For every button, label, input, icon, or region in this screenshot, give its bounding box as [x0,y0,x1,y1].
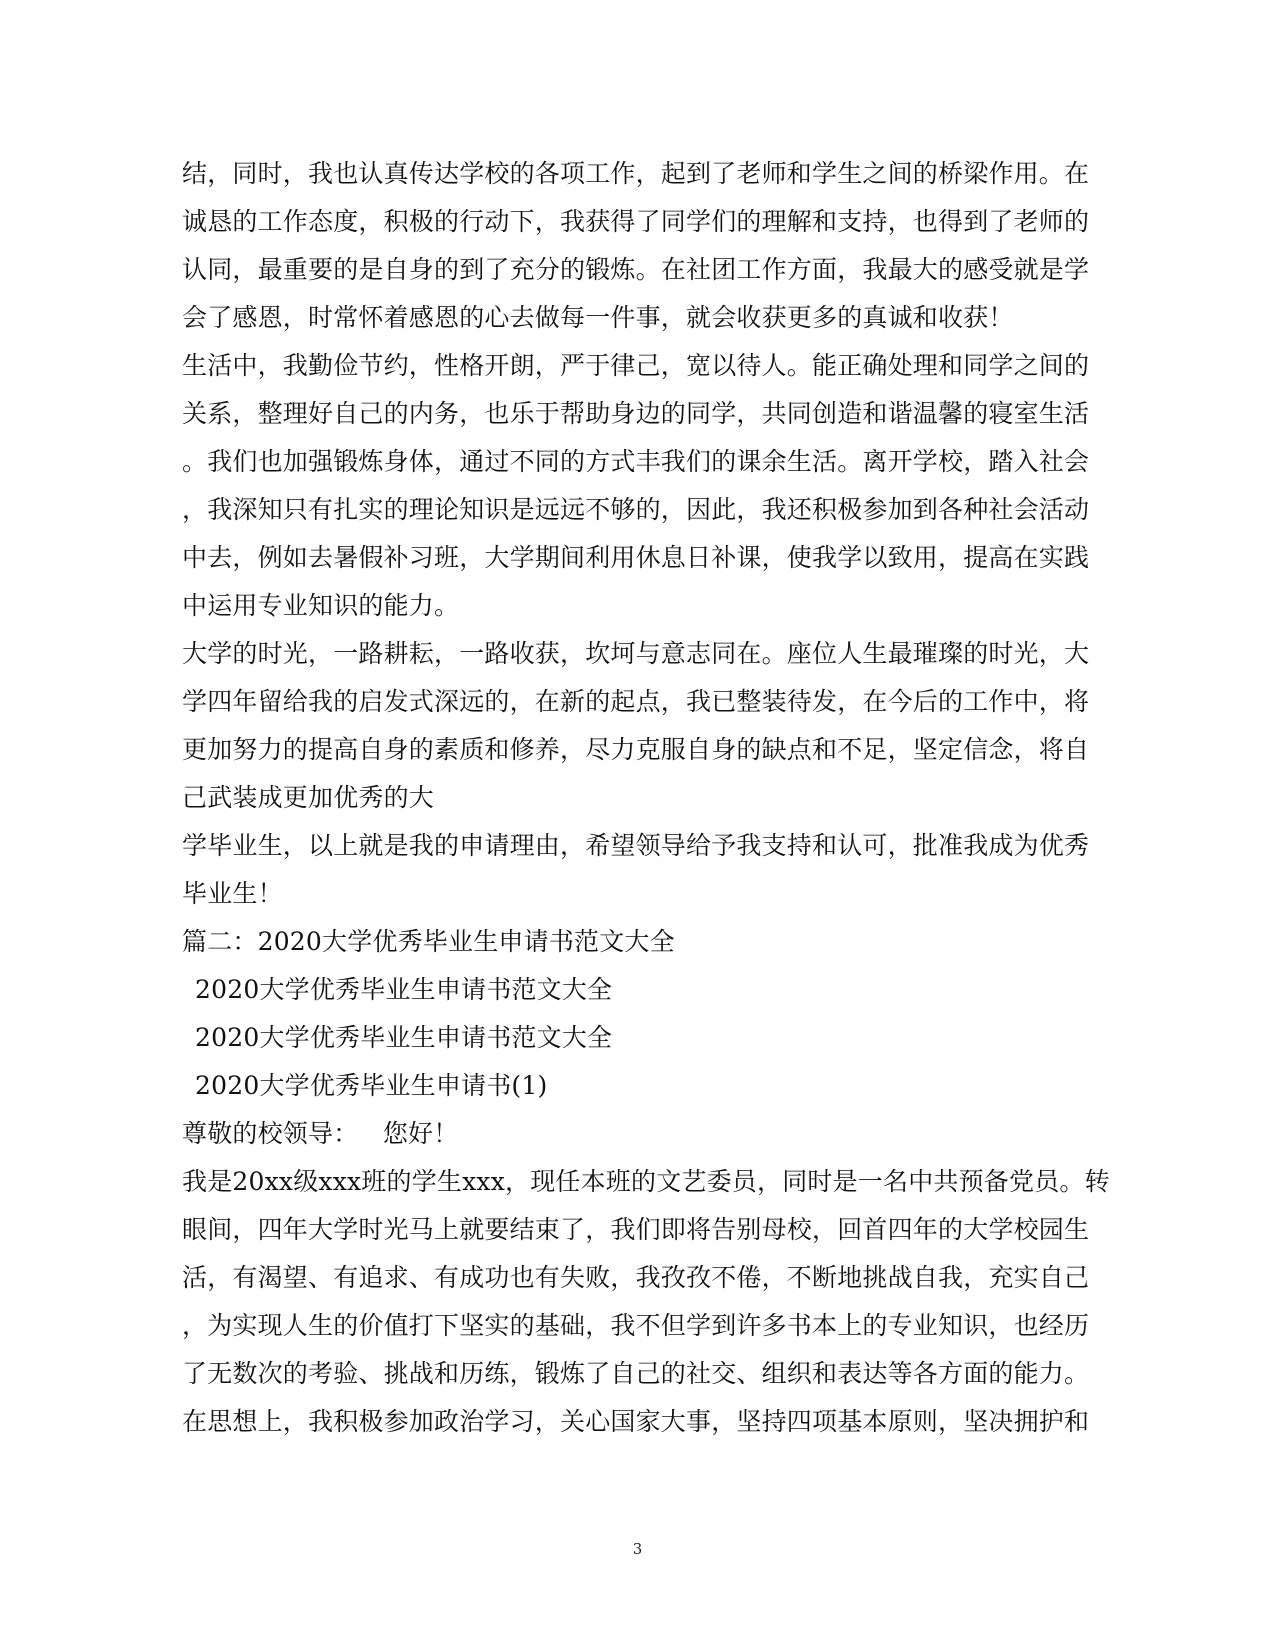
text-line: 学毕业生，以上就是我的申请理由，希望领导给予我支持和认可，批准我成为优秀 [182,831,1090,860]
section-title: 2020大学优秀毕业生申请书范文大全 [195,1023,613,1052]
text-line: 活，有渴望、有追求、有成功也有失败，我孜孜不倦，不断地挑战自我，充实自己 [182,1263,1090,1292]
text-line: 。我们也加强锻炼身体，通过不同的方式丰我们的课余生活。离开学校，踏入社会 [182,447,1090,476]
section-title: 2020大学优秀毕业生申请书范文大全 [195,975,613,1004]
text-line: ，我深知只有扎实的理论知识是远远不够的，因此，我还积极参加到各种社会活动 [182,495,1090,524]
text-line: 中去，例如去暑假补习班，大学期间利用休息日补课，使我学以致用，提高在实践 [182,543,1090,572]
section-heading: 篇二：2020大学优秀毕业生申请书范文大全 [182,927,675,956]
text-line: 关系，整理好自己的内务，也乐于帮助身边的同学，共同创造和谐温馨的寝室生活 [182,399,1090,428]
text-line: 己武装成更加优秀的大 [182,783,435,812]
text-line: 更加努力的提高自身的素质和修养，尽力克服自身的缺点和不足，坚定信念，将自 [182,735,1090,764]
page-number: 3 [632,1540,643,1558]
text-line: ，为实现人生的价值打下坚实的基础，我不但学到许多书本上的专业知识，也经历 [182,1311,1090,1340]
text-line: 毕业生！ [182,879,283,908]
text-line: 眼间，四年大学时光马上就要结束了，我们即将告别母校，回首四年的大学校园生 [182,1215,1090,1244]
text-line: 生活中，我勤俭节约，性格开朗，严于律己，宽以待人。能正确处理和同学之间的 [182,351,1090,380]
document-body [182,150,1110,1446]
text-line: 诚恳的工作态度，积极的行动下，我获得了同学们的理解和支持，也得到了老师的 [182,207,1090,236]
text-line: 了无数次的考验、挑战和历练，锻炼了自己的社交、组织和表达等各方面的能力。 [182,1359,1090,1388]
text-line: 认同，最重要的是自身的到了充分的锻炼。在社团工作方面，我最大的感受就是学 [182,255,1090,284]
section-subtitle: 2020大学优秀毕业生申请书(1) [195,1071,548,1100]
text-line: 会了感恩，时常怀着感恩的心去做每一件事，就会收获更多的真诚和收获！ [182,303,1014,332]
salutation: 尊敬的校领导： 您好！ [182,1119,459,1148]
text-line: 我是20xx级xxx班的学生xxx，现任本班的文艺委员，同时是一名中共预备党员。转 [182,1167,1110,1196]
text-line: 大学的时光，一路耕耘，一路收获，坎坷与意志同在。座位人生最璀璨的时光，大 [182,639,1090,668]
text-line: 中运用专业知识的能力。 [182,591,460,620]
text-line: 在思想上，我积极参加政治学习，关心国家大事，坚持四项基本原则，坚决拥护和 [182,1407,1090,1436]
text-line: 学四年留给我的启发式深远的，在新的起点，我已整装待发，在今后的工作中，将 [182,687,1090,716]
text-line: 结，同时，我也认真传达学校的各项工作，起到了老师和学生之间的桥梁作用。在 [182,159,1090,188]
